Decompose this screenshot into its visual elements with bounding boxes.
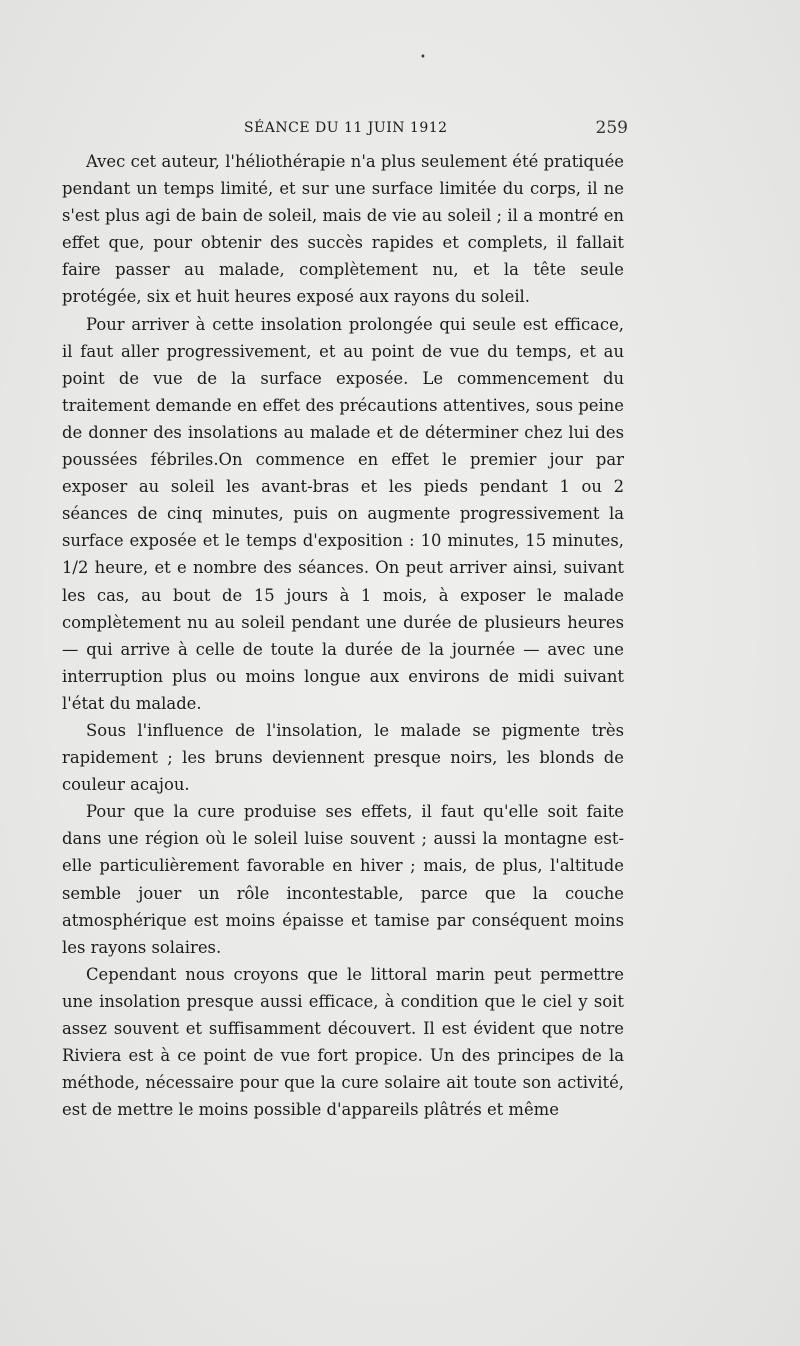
paragraph-3: Sous l'influence de l'insolation, le malade se pigmente très rapidement ; les bruns deviennent presque noirs, les blonds de couleur acajou. — [62, 720, 624, 795]
running-head: SÉANCE DU 11 JUIN 1912 — [244, 120, 448, 136]
page-header — [62, 118, 628, 142]
paragraph-5: Cependant nous croyons que le littoral marin peut permettre une insolation presque aussi efficace, à condition que le ciel y soit assez souvent et suffisamment découvert. Il est évident que notre Riviera est à ce point de vue fort propice. Un des principes de la méthode, nécessaire pour que la cure solaire ait toute son activité, est de mettre le moins possible d'appareils plâtrés et même — [62, 964, 624, 1120]
paragraph-1: Avec cet auteur, l'héliothérapie n'a plus seulement été pratiquée pendant un temps limité, et sur une surface limitée du corps, il ne s'est plus agi de bain de soleil, mais de vie au soleil ; il a montré en effet que, pour obtenir des succès rapides et complets, il fallait faire passer au malade, complètement nu, et la tête seule protégée, six et huit heures exposé aux rayons du soleil. — [62, 152, 624, 307]
paragraph-4: Pour que la cure produise ses effets, il faut qu'elle soit faite dans une région où le soleil luise souvent ; aussi la montagne est-elle particulièrement favorable en hiver ; mais, de plus, l'altitude semble jouer un rôle incontestable, parce que la couche atmosphérique est moins épaisse et tamise par conséquent moins les rayons solaires. — [62, 802, 624, 957]
body-text — [62, 148, 624, 1123]
page-number: 259 — [595, 118, 628, 138]
paragraph-2: Pour arriver à cette insolation prolongée qui seule est efficace, il faut aller progressivement, et au point de vue du temps, et au point de vue de la surface exposée. Le commencement du traitement demande en effet des précautions attentives, sous peine de donner des insolations au malade et de déterminer chez lui des poussées fébriles.On commence en effet le premier jour par exposer au soleil les avant-bras et les pieds pendant 1 ou 2 séances de cinq minutes, puis on augmente progressivement la surface exposée et le temps d'exposition : 10 minutes, 15 minutes, 1/2 heure, et e nombre des séances. On peut arriver ainsi, suivant les cas, au bout de 15 jours à 1 mois, à exposer le malade complètement nu au soleil pendant une durée de plusieurs heures — qui arrive à celle de toute la durée de la journée — avec une interruption plus ou moins longue aux environs de midi suivant l'état du malade. — [62, 314, 624, 713]
ink-speck: • — [420, 52, 426, 63]
